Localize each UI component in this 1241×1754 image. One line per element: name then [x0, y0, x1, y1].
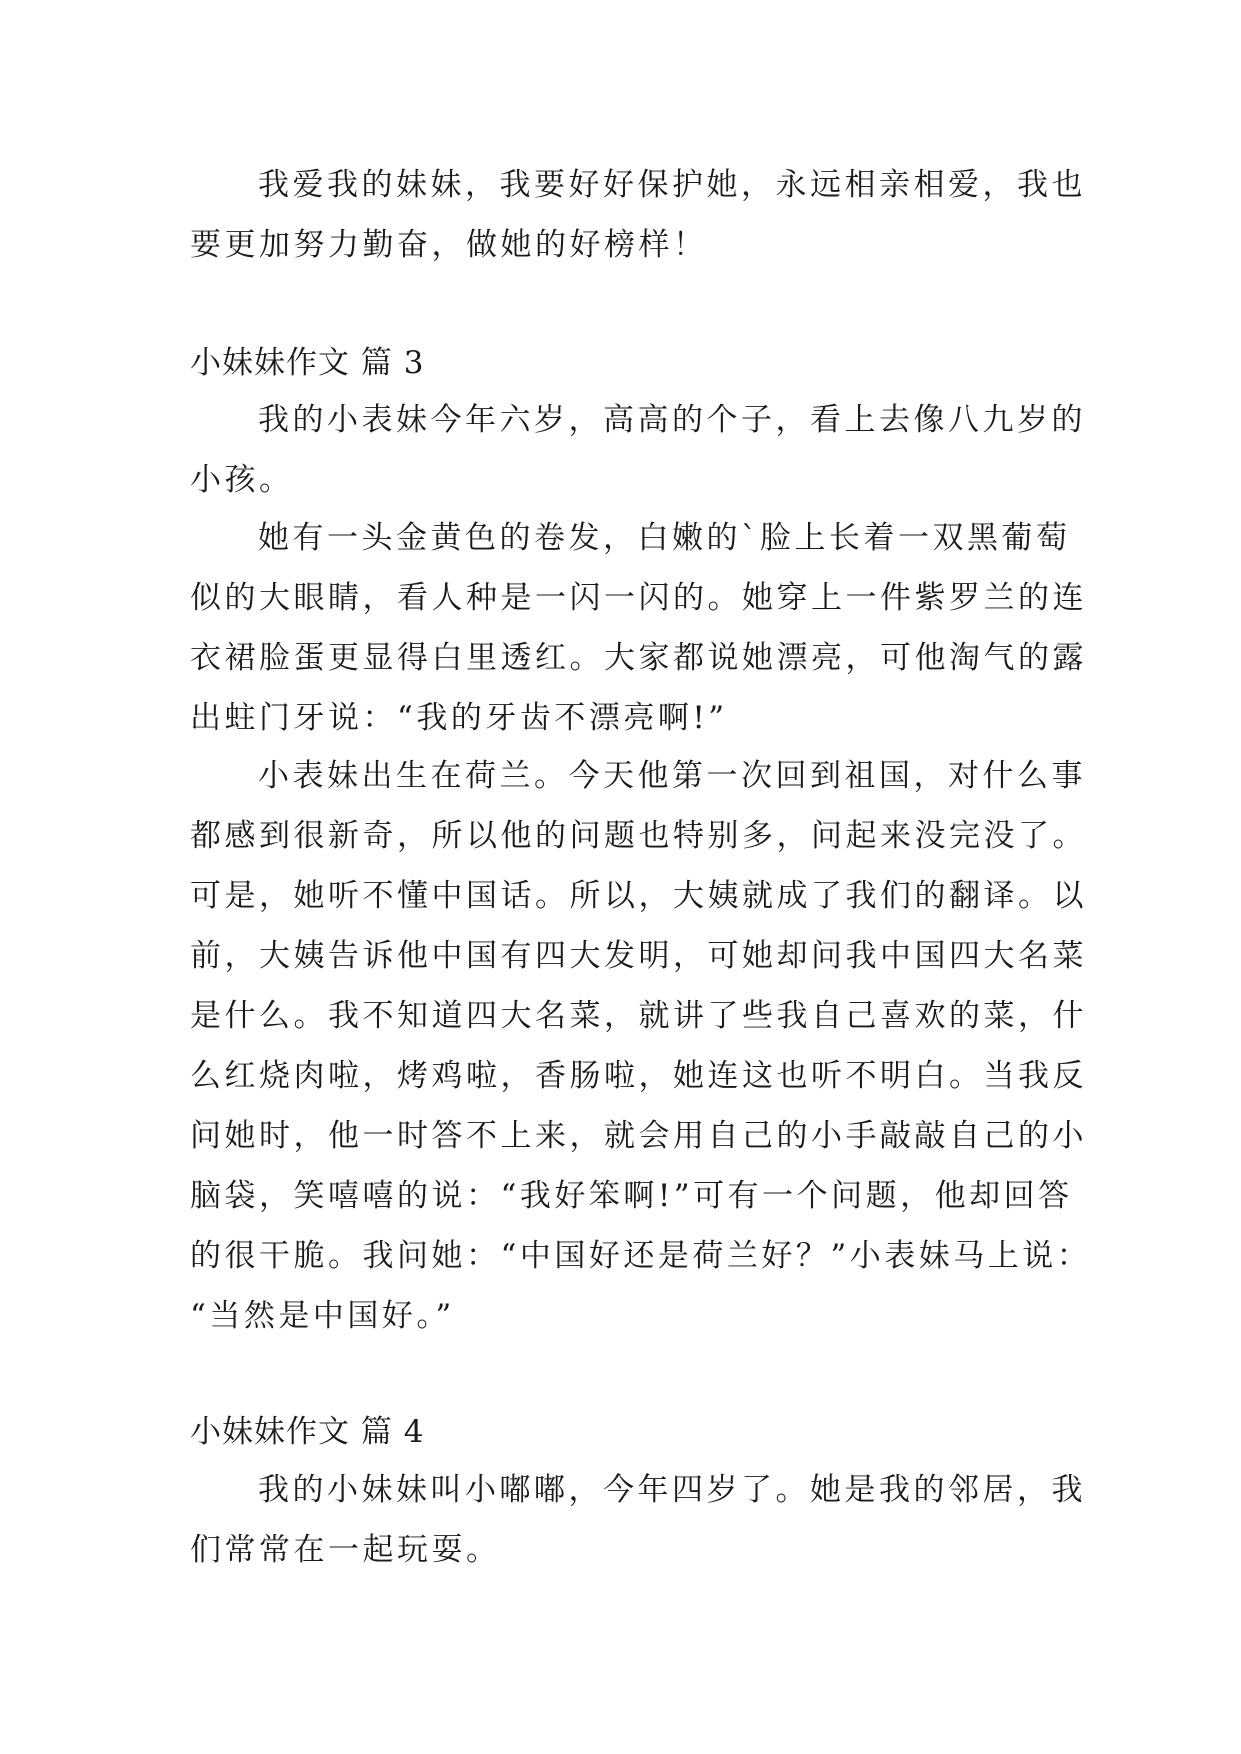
paragraph-line: 问她时，他一时答不上来，就会用自己的小手敲敲自己的小	[190, 1118, 1087, 1154]
section-heading: 小妹妹作文 篇 4	[190, 1414, 425, 1450]
section-heading: 小妹妹作文 篇 3	[190, 345, 425, 381]
paragraph-line: 可是，她听不懂中国话。所以，大姨就成了我们的翻译。以	[190, 878, 1087, 914]
paragraph-line: 小表妹出生在荷兰。今天他第一次回到祖国，对什么事	[258, 758, 1086, 794]
paragraph-line: 都感到很新奇，所以他的问题也特别多，问起来没完没了。	[190, 818, 1087, 854]
paragraph-line: 们常常在一起玩耍。	[190, 1532, 501, 1568]
paragraph-line: 前，大姨告诉他中国有四大发明，可她却问我中国四大名菜	[190, 938, 1087, 974]
paragraph-line: 小孩。	[190, 462, 294, 498]
paragraph-line: 衣裙脸蛋更显得白里透红。大家都说她漂亮，可他淘气的露	[190, 640, 1087, 676]
paragraph-line: 我爱我的妹妹，我要好好保护她，永远相亲相爱，我也	[258, 167, 1086, 203]
paragraph-line: 似的大眼睛，看人种是一闪一闪的。她穿上一件紫罗兰的连	[190, 580, 1087, 616]
paragraph-line: 脑袋，笑嘻嘻的说：“我好笨啊!”可有一个问题，他却回答	[190, 1178, 1073, 1214]
paragraph-line: 出蛀门牙说：“我的牙齿不漂亮啊!”	[190, 700, 728, 736]
paragraph-line: 的很干脆。我问她：“中国好还是荷兰好？”小表妹马上说：	[190, 1238, 1092, 1274]
paragraph-line: 我的小表妹今年六岁，高高的个子，看上去像八九岁的	[258, 402, 1086, 438]
paragraph-line: 么红烧肉啦，烤鸡啦，香肠啦，她连这也听不明白。当我反	[190, 1058, 1087, 1094]
paragraph-line: 她有一头金黄色的卷发，白嫩的`脸上长着一双黑葡萄	[258, 520, 1071, 556]
paragraph-line: “当然是中国好。”	[190, 1298, 455, 1334]
paragraph-line: 要更加努力勤奋，做她的好榜样！	[190, 227, 708, 263]
paragraph-line: 是什么。我不知道四大名菜，就讲了些我自己喜欢的菜，什	[190, 998, 1087, 1034]
paragraph-line: 我的小妹妹叫小嘟嘟，今年四岁了。她是我的邻居，我	[258, 1472, 1086, 1508]
